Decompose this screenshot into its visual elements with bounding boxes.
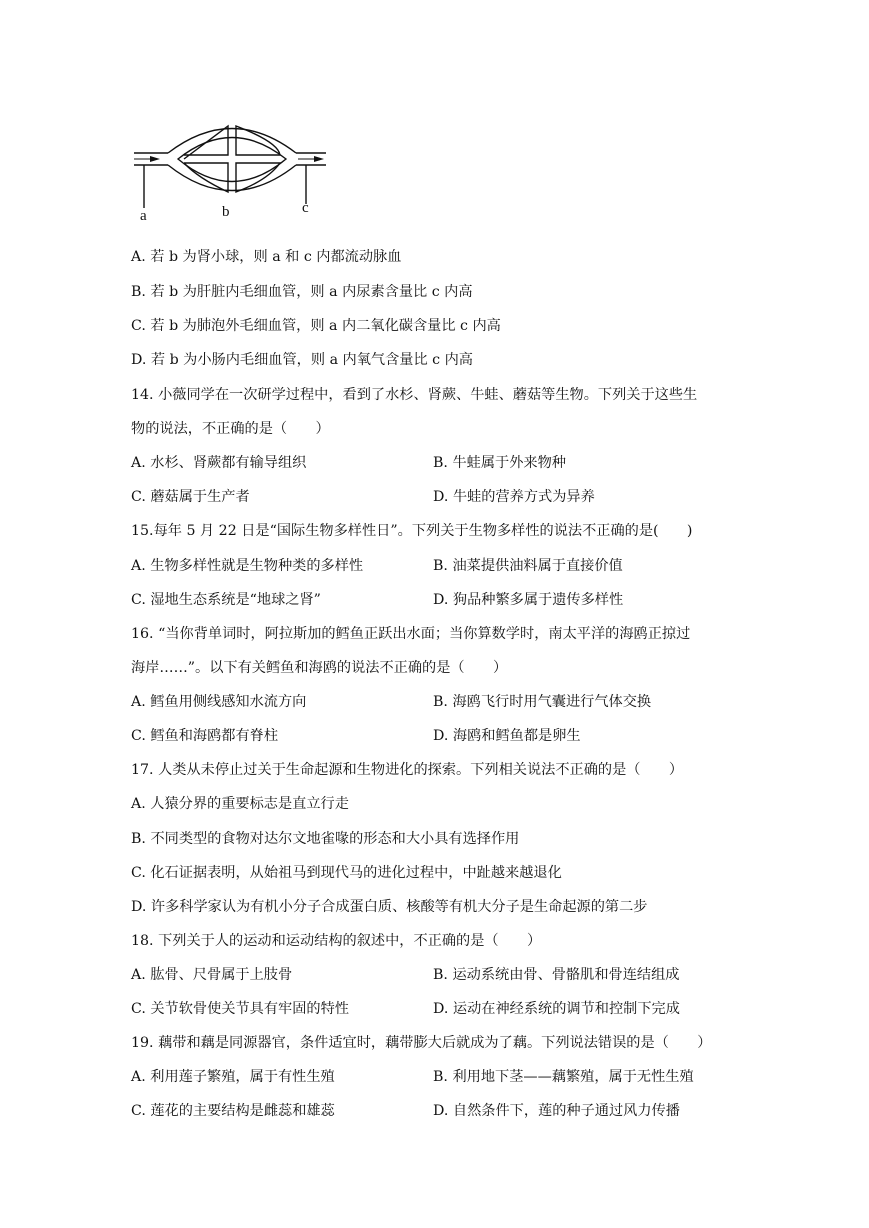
q18-option-d: D. 运动在神经系统的调节和控制下完成 bbox=[433, 1001, 680, 1017]
q17-option-c: C. 化石证据表明，从始祖马到现代马的进化过程中，中趾越来越退化 bbox=[131, 865, 562, 881]
q17-option-b: B. 不同类型的食物对达尔文地雀喙的形态和大小具有选择作用 bbox=[131, 831, 520, 847]
q18-option-c: C. 关节软骨使关节具有牢固的特性 bbox=[131, 1001, 349, 1017]
q14-option-b: B. 牛蛙属于外来物种 bbox=[433, 455, 566, 471]
q14-option-c: C. 蘑菇属于生产者 bbox=[131, 489, 250, 505]
q13-option-a: A. 若 b 为肾小球，则 a 和 c 内都流动脉血 bbox=[131, 249, 402, 265]
q14-stem-line1: 14. 小薇同学在一次研学过程中，看到了水杉、肾蕨、牛蛙、蘑菇等生物。下列关于这些生 bbox=[131, 387, 698, 403]
q18-option-b: B. 运动系统由骨、骨骼肌和骨连结组成 bbox=[433, 967, 680, 983]
q18-option-a: A. 肱骨、尺骨属于上肢骨 bbox=[131, 967, 293, 983]
q16-stem-line1: 16. “当你背单词时，阿拉斯加的鳕鱼正跃出水面；当你算数学时，南太平洋的海鸥正掠过 bbox=[131, 626, 691, 642]
q18-stem: 18. 下列关于人的运动和运动结构的叙述中，不正确的是（ ） bbox=[131, 933, 542, 949]
label-b: b bbox=[222, 204, 230, 220]
q14-stem-line2: 物的说法，不正确的是（ ） bbox=[131, 421, 330, 437]
label-c: c bbox=[302, 200, 309, 216]
label-a: a bbox=[140, 208, 147, 224]
q19-option-b: B. 利用地下茎——藕繁殖，属于无性生殖 bbox=[433, 1069, 694, 1085]
q14-option-a: A. 水杉、肾蕨都有输导组织 bbox=[131, 455, 307, 471]
q14-option-d: D. 牛蛙的营养方式为异养 bbox=[433, 489, 595, 505]
q13-option-d: D. 若 b 为小肠内毛细血管，则 a 内氧气含量比 c 内高 bbox=[131, 352, 473, 368]
q17-stem: 17. 人类从未停止过关于生命起源和生物进化的探索。下列相关说法不正确的是（ ） bbox=[131, 762, 684, 778]
q15-option-d: D. 狗品种繁多属于遗传多样性 bbox=[433, 592, 624, 608]
capillary-diagram bbox=[128, 112, 338, 230]
q19-option-c: C. 莲花的主要结构是雌蕊和雄蕊 bbox=[131, 1103, 335, 1119]
q16-option-c: C. 鳕鱼和海鸥都有脊柱 bbox=[131, 728, 279, 744]
q19-option-a: A. 利用莲子繁殖，属于有性生殖 bbox=[131, 1069, 335, 1085]
q13-option-c: C. 若 b 为肺泡外毛细血管，则 a 内二氧化碳含量比 c 内高 bbox=[131, 318, 501, 334]
q19-option-d: D. 自然条件下，莲的种子通过风力传播 bbox=[433, 1103, 680, 1119]
q16-option-d: D. 海鸥和鳕鱼都是卵生 bbox=[433, 728, 581, 744]
q17-option-d: D. 许多科学家认为有机小分子合成蛋白质、核酸等有机大分子是生命起源的第二步 bbox=[131, 899, 648, 915]
q15-option-c: C. 湿地生态系统是“地球之肾” bbox=[131, 592, 321, 608]
q13-option-b: B. 若 b 为肝脏内毛细血管，则 a 内尿素含量比 c 内高 bbox=[131, 284, 473, 300]
q17-option-a: A. 人猿分界的重要标志是直立行走 bbox=[131, 796, 349, 812]
q19-stem: 19. 藕带和藕是同源器官，条件适宜时，藕带膨大后就成为了藕。下列说法错误的是（ ） bbox=[131, 1035, 712, 1051]
q15-option-b: B. 油菜提供油料属于直接价值 bbox=[433, 558, 623, 574]
q16-option-b: B. 海鸥飞行时用气囊进行气体交换 bbox=[433, 694, 652, 710]
q15-stem: 15.每年 5 月 22 日是“国际生物多样性日”。下列关于生物多样性的说法不正确的是( ) bbox=[131, 523, 693, 539]
q16-stem-line2: 海岸……”。以下有关鳕鱼和海鸥的说法不正确的是（ ） bbox=[131, 660, 508, 676]
q16-option-a: A. 鳕鱼用侧线感知水流方向 bbox=[131, 694, 307, 710]
q15-option-a: A. 生物多样性就是生物种类的多样性 bbox=[131, 558, 364, 574]
